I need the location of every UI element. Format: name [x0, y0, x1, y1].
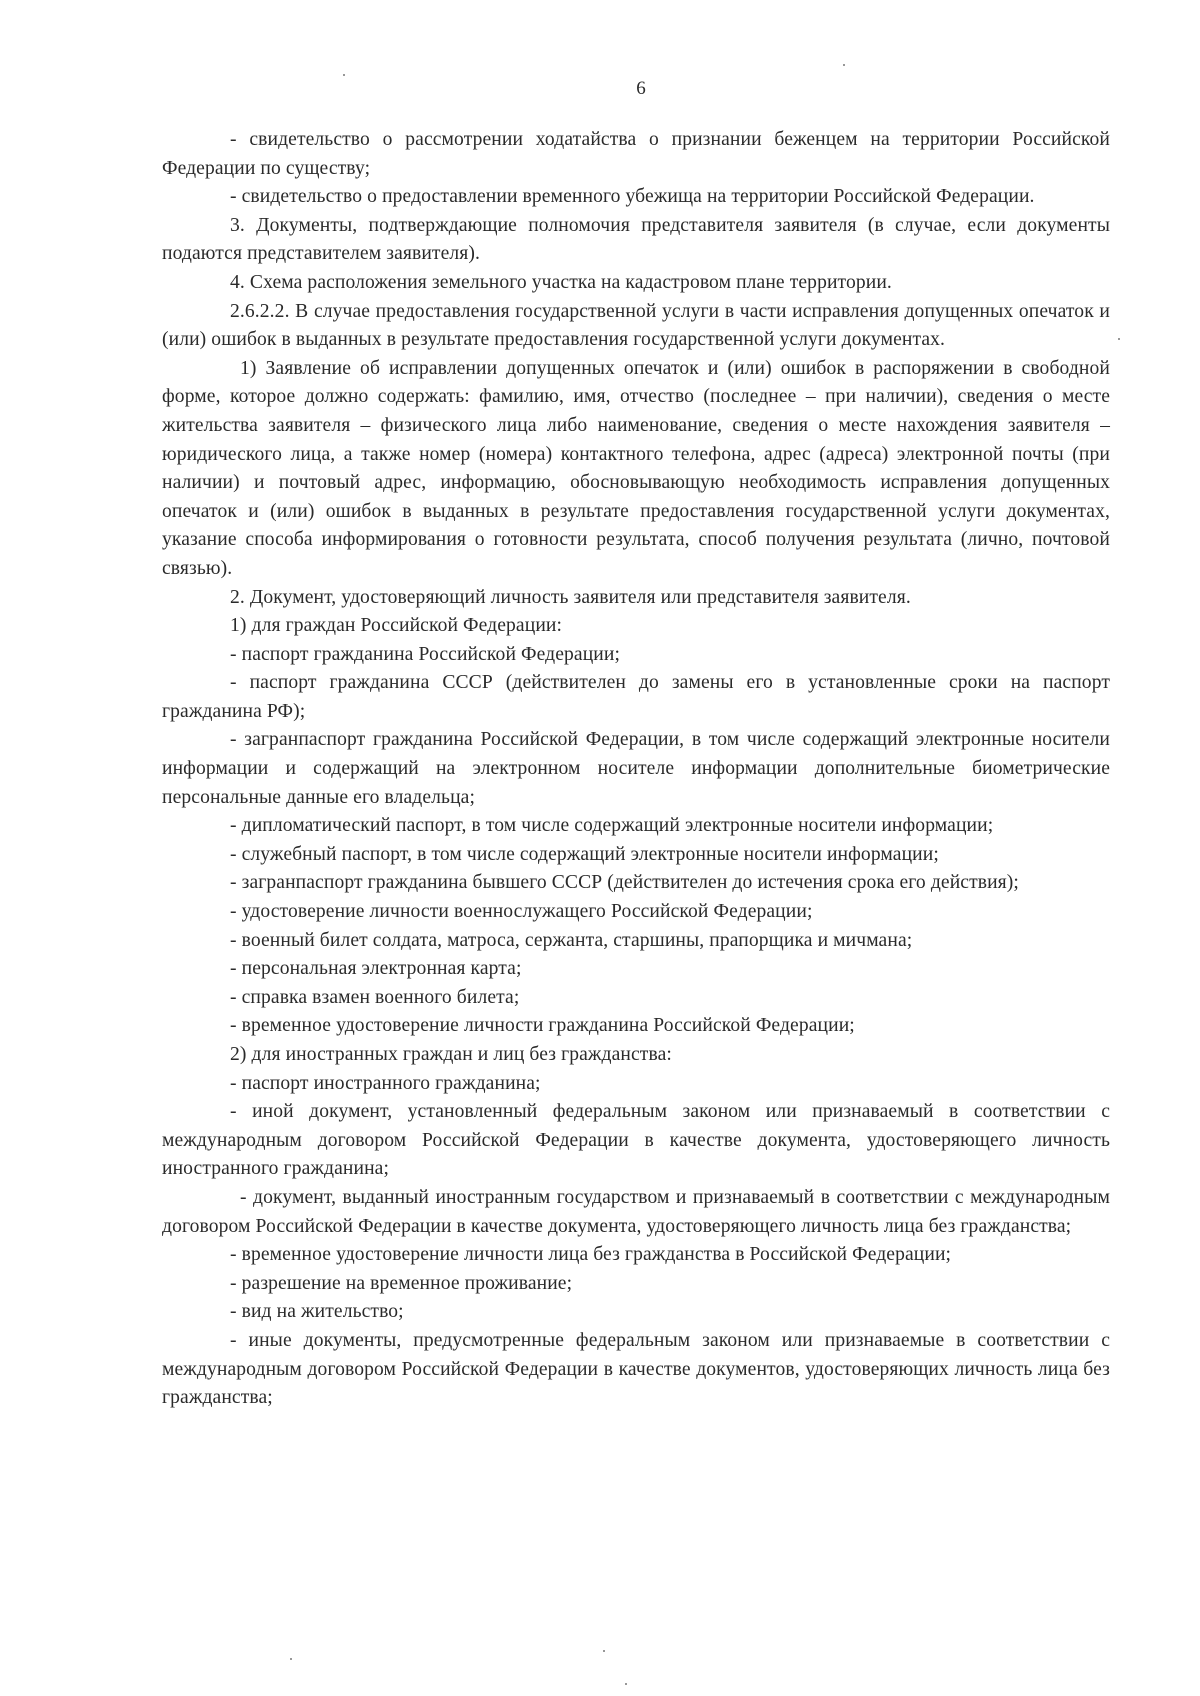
paragraph: - документ, выданный иностранным государством и признаваемый в соответствии с международным договором Российской Федерации в качестве документа, удостоверяющего личность лица без гражданства; [162, 1186, 1110, 1237]
paragraph: - иные документы, предусмотренные федеральным законом или признаваемые в соответствии с международным договором Российской Федерации в качестве документов, удостоверяющих личность лица без гражданства; [162, 1329, 1110, 1409]
paragraph: - загранпаспорт гражданина Российской Федерации, в том числе содержащий электронные носители информации и содержащий на электронном носителе информации дополнительные биометрические персональные данные его владельца; [162, 729, 1110, 808]
paragraph: - временное удостоверение личности гражданина Российской Федерации; [230, 1015, 855, 1037]
paragraph: - иной документ, установленный федеральным законом или признаваемый в соответствии с международным договором Российской Федерации в качестве документа, удостоверяющего личность иностранного гражданина; [162, 1101, 1110, 1180]
paragraph: 4. Схема расположения земельного участка на кадастровом плане территории. [230, 271, 892, 293]
paragraph: 2. Документ, удостоверяющий личность заявителя или представителя заявителя. [230, 586, 911, 608]
scan-speck [1118, 338, 1120, 340]
paragraph: - временное удостоверение личности лица без гражданства в Российской Федерации; [230, 1244, 952, 1266]
scan-speck [343, 74, 345, 76]
paragraph: - загранпаспорт гражданина бывшего СССР (действителен до истечения срока его действия); [230, 872, 1019, 894]
paragraph: - свидетельство о предоставлении временного убежища на территории Российской Федерации. [230, 186, 1035, 208]
paragraph: - вид на жительство; [230, 1301, 404, 1323]
paragraph: - служебный паспорт, в том числе содержащий электронные носители информации; [230, 843, 939, 865]
paragraph: - удостоверение личности военнослужащего Российской Федерации; [230, 901, 813, 923]
paragraph: - разрешение на временное проживание; [230, 1272, 573, 1294]
document-body [162, 126, 1110, 1413]
paragraph: - персональная электронная карта; [230, 958, 522, 980]
paragraph: - паспорт иностранного гражданина; [230, 1072, 541, 1094]
scan-speck [603, 1650, 605, 1652]
scan-speck [843, 64, 845, 66]
scan-speck [290, 1658, 292, 1660]
paragraph: - справка взамен военного билета; [230, 986, 520, 1008]
page-number: 6 [636, 78, 646, 99]
paragraph: - свидетельство о рассмотрении ходатайства о признании беженцем на территории Российской Федерации по существу; [162, 129, 1110, 179]
paragraph: - дипломатический паспорт, в том числе содержащий электронные носители информации; [230, 815, 994, 837]
paragraph: - паспорт гражданина СССР (действителен до замены его в установленные сроки на паспорт гражданина РФ); [162, 672, 1110, 722]
paragraph: 2) для иностранных граждан и лиц без гражданства: [230, 1044, 672, 1065]
paragraph: - паспорт гражданина Российской Федерации; [230, 643, 621, 665]
paragraph: 1) для граждан Российской Федерации: [230, 615, 563, 637]
scan-speck [625, 1683, 627, 1685]
paragraph: 1) Заявление об исправлении допущенных опечаток и (или) ошибок в распоряжении в свободной форме, которое должно содержать: фамилию, имя, отчество (последнее – при наличии), сведения о месте жительства заявителя – физического лица либо наименование, сведения о месте нахождения заявителя – юридического лица, а также номер (номера) контактного телефона, адрес (адреса) электронной почты (при наличии) и почтовый адрес, информацию, обосновывающую необходимость исправления допущенных опечаток и (или) ошибок в выданных в результате предоставления государственной услуги документах, указание способа информирования о готовности результата, способ получения результата (лично, почтовой связью). [162, 357, 1110, 579]
paragraph: - военный билет солдата, матроса, сержанта, старшины, прапорщика и мичмана; [230, 929, 913, 951]
paragraph: 2.6.2.2. В случае предоставления государственной услуги в части исправления допущенных опечаток и (или) ошибок в выданных в результате предоставления государственной услуги документах. [162, 300, 1110, 351]
paragraph: 3. Документы, подтверждающие полномочия представителя заявителя (в случае, если документы подаются представителем заявителя). [162, 214, 1110, 265]
